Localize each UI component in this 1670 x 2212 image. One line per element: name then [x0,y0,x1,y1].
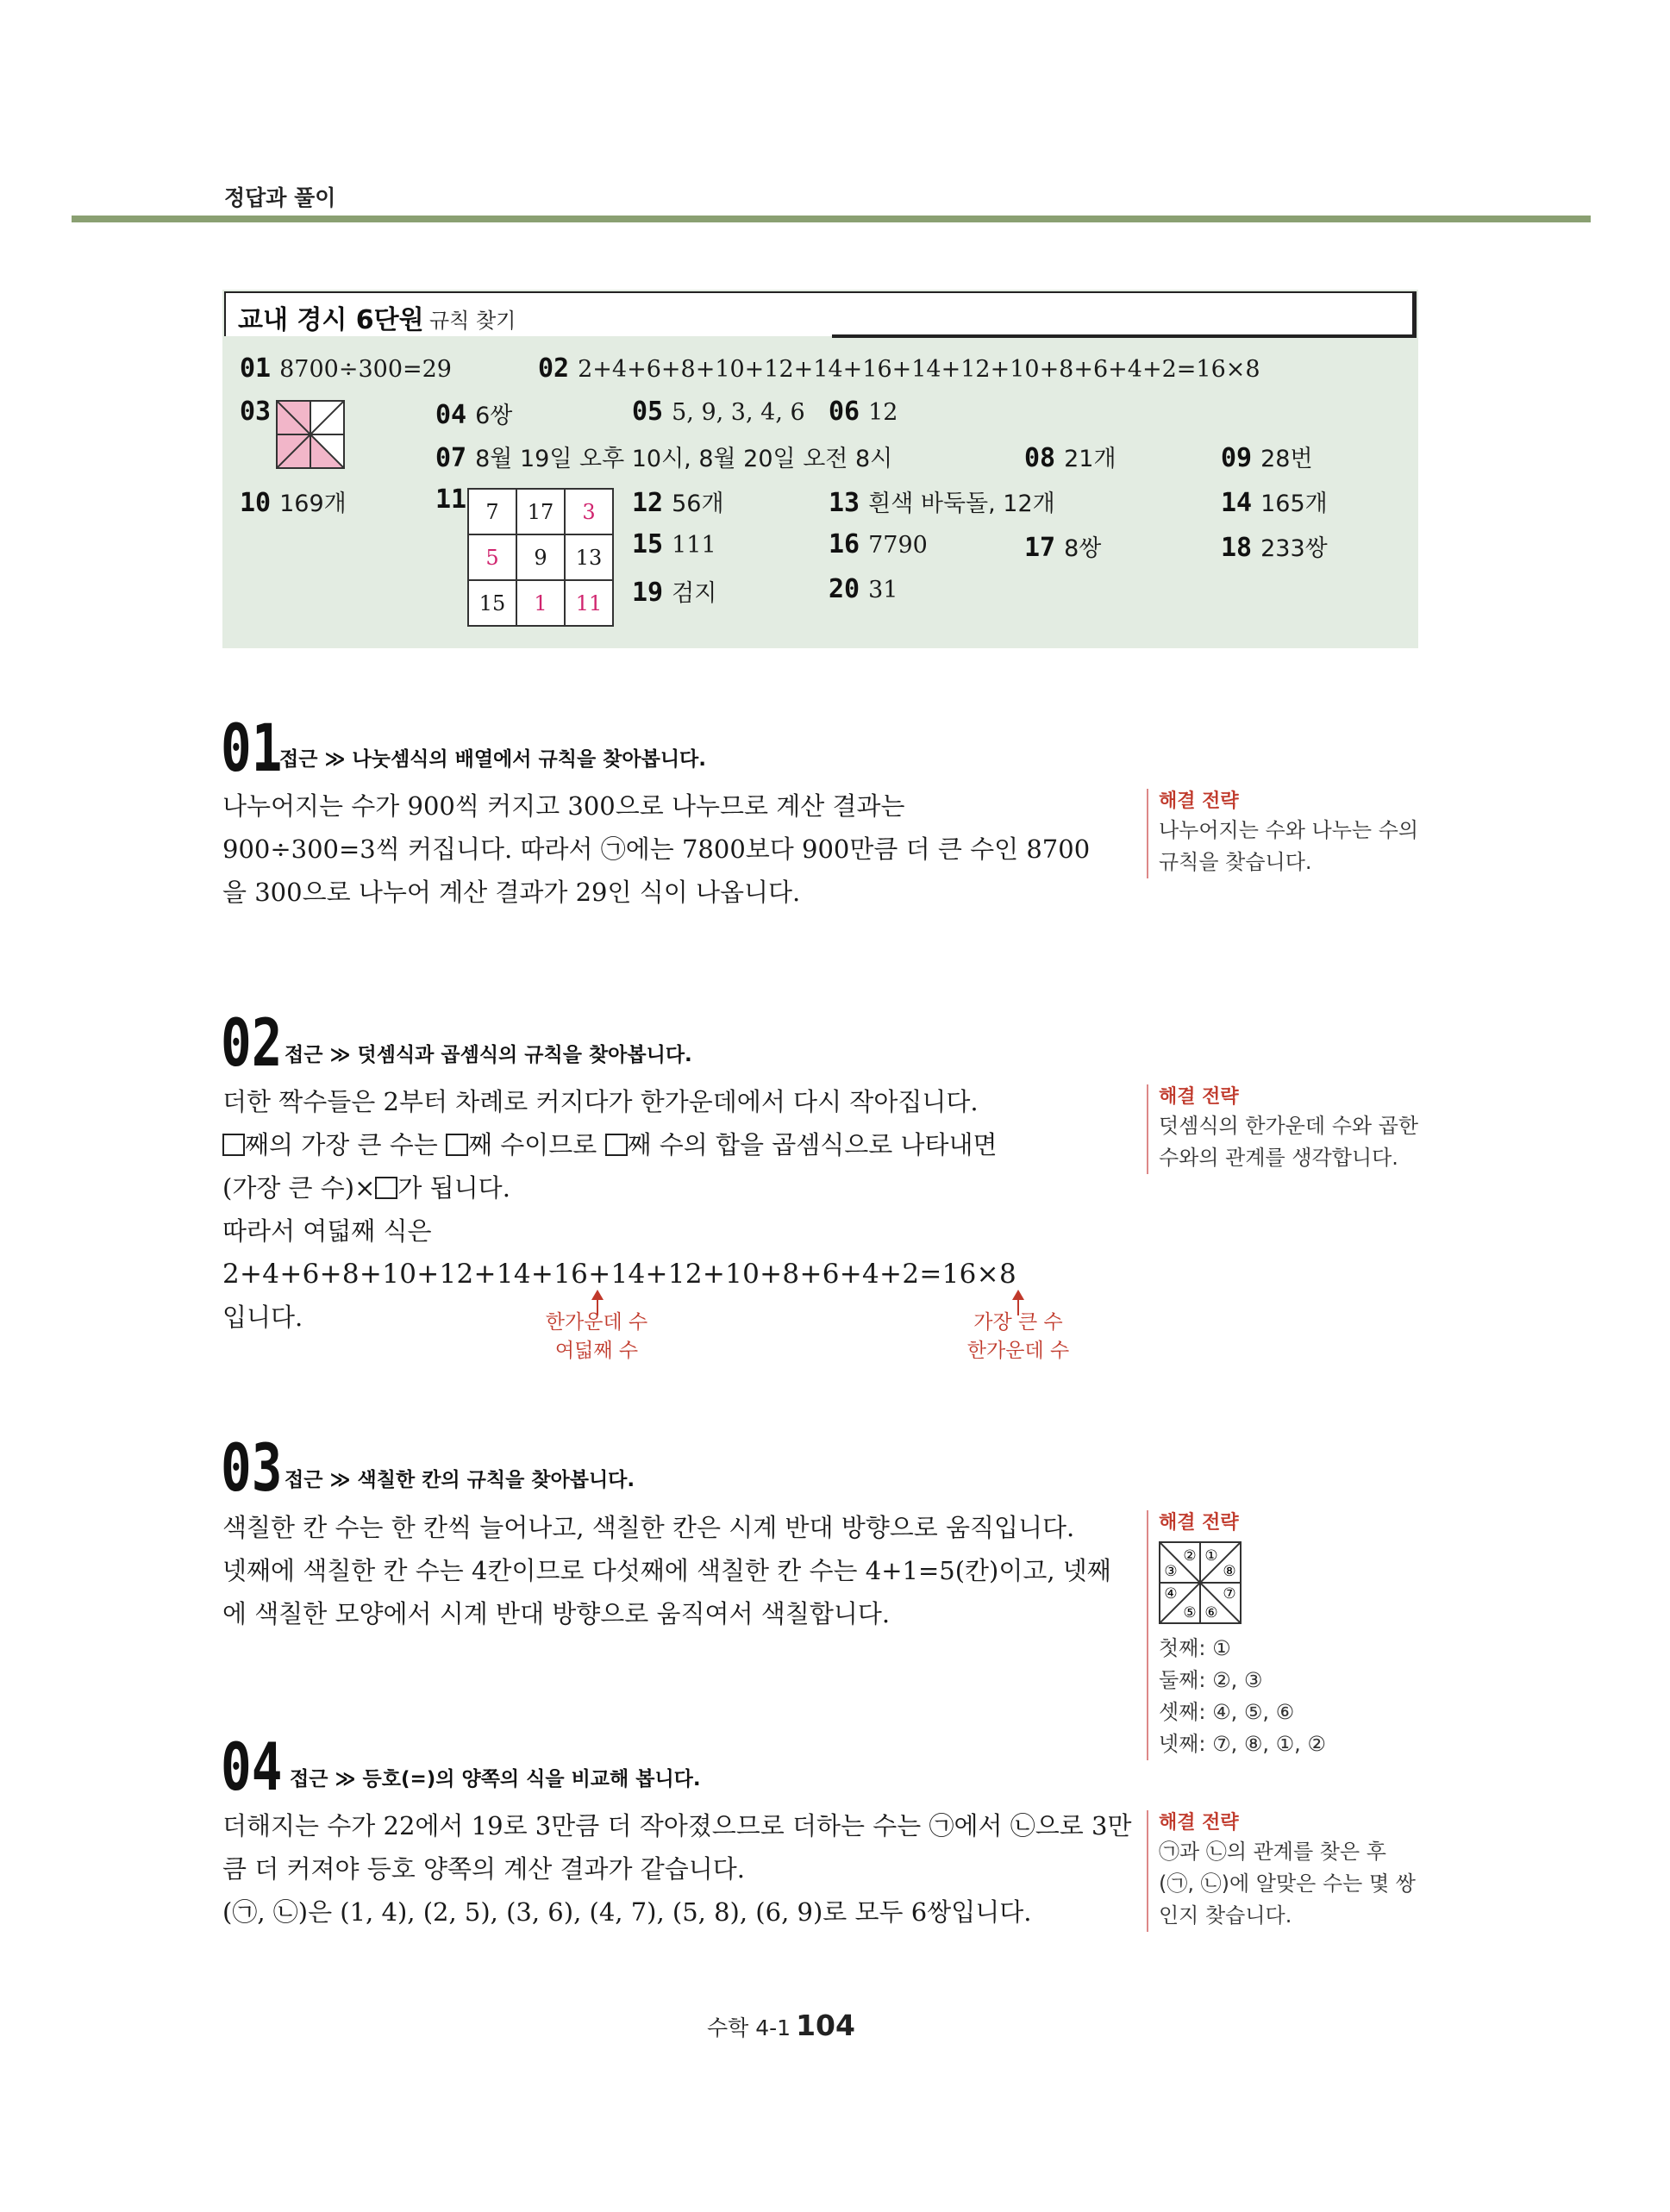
blank-box [375,1177,397,1199]
annotation-middle-number: 한가운데 수 여덟째 수 [545,1311,648,1362]
answer-08: 08 21개 [1024,443,1116,473]
strategy-line: 첫째: ① [1159,1636,1231,1660]
page-footer [707,2009,855,2042]
answer-01: 01 8700÷300=29 [240,353,452,384]
strategy-line: (㉠, ㉡)에 알맞은 수는 몇 쌍 [1159,1871,1416,1896]
body-line: 나누어지는 수가 900씩 커지고 300으로 나누므로 계산 결과는 [222,791,905,821]
page-number: 104 [796,2009,855,2042]
equation-line: 2+4+6+8+10+12+14+16+14+12+10+8+6+4+2=16×8 [222,1259,1016,1290]
answer-04: 04 6쌍 [435,400,513,430]
answer-16: 16 7790 [829,529,928,559]
section-04-heading: 접근 ≫ 등호(=)의 양쪽의 식을 비교해 봅니다. [290,1768,701,1790]
blank-box [605,1134,628,1156]
answer-07: 07 8월 19일 오후 10시, 8월 20일 오전 8시 [435,443,893,473]
blank-box [446,1134,468,1156]
body-line: 에 색칠한 모양에서 시계 반대 방향으로 움직여서 색칠합니다. [222,1599,891,1628]
answer-06: 06 12 [829,397,898,427]
strategy-title: 해결 전략 [1159,790,1239,812]
section-02-heading: 접근 ≫ 덧셈식과 곱셈식의 규칙을 찾아봅니다. [285,1044,692,1066]
grid-cell: 3 [565,489,613,534]
body-line: 큼 더 커져야 등호 양쪽의 계산 결과가 같습니다. [222,1854,746,1884]
answer-14: 14 165개 [1221,488,1328,518]
section-03-heading: 접근 ≫ 색칠한 칸의 규칙을 찾아봅니다. [285,1469,635,1491]
strategy-line: 규칙을 찾습니다. [1159,850,1312,874]
answer-11-magic-square [467,488,614,627]
answer-11: 11 [435,484,467,515]
body-line: (㉠, ㉡)은 (1, 4), (2, 5), (3, 6), (4, 7), (5, 8), (6, 9)로 모두 6쌍입니다. [222,1897,1032,1927]
strategy-line: 셋째: ④, ⑤, ⑥ [1159,1700,1295,1724]
body-line: 더한 짝수들은 2부터 차례로 커지다가 한가운데에서 다시 작아집니다. [222,1087,979,1116]
grid-cell: 17 [516,489,565,534]
section-04-strategy [1147,1810,1423,1932]
answer-13: 13 흰색 바둑돌, 12개 [829,488,1055,518]
section-04-number: 04 [221,1728,283,1805]
answer-12: 12 56개 [632,488,724,518]
answer-18: 18 233쌍 [1221,533,1328,563]
answer-09: 09 28번 [1221,443,1313,473]
section-01-strategy [1147,789,1423,878]
header-rule [72,216,1591,222]
answer-19: 19 검지 [632,578,717,608]
answer-03: 03 [240,397,272,427]
strategy-line: 나누어지는 수와 나누는 수의 [1159,818,1419,842]
octant-label: ② [1183,1547,1197,1565]
strategy-line: 넷째: ⑦, ⑧, ①, ② [1159,1732,1326,1756]
octant-label: ③ [1164,1563,1178,1580]
strategy-line: 수와의 관계를 생각합니다. [1159,1146,1398,1170]
section-03-number: 03 [221,1429,283,1506]
blank-box [222,1134,245,1156]
grid-cell: 7 [468,489,516,534]
grid-cell: 9 [516,534,565,580]
section-01-heading: 접근 ≫ 나눗셈식의 배열에서 규칙을 찾아봅니다. [279,748,706,771]
octant-label: ⑥ [1204,1604,1218,1622]
strategy-line: 인지 찾습니다. [1159,1903,1292,1928]
answer-box-subtitle: 규칙 찾기 [429,309,516,333]
grid-cell: 5 [468,534,516,580]
strategy-line: ㉠과 ㉡의 관계를 찾은 후 [1159,1840,1386,1864]
section-01-number: 01 [221,709,283,786]
octant-label: ⑧ [1223,1563,1236,1580]
answer-02: 02 2+4+6+8+10+12+14+16+14+12+10+8+6+4+2=16×8 [538,353,1260,384]
section-02-number: 02 [221,1004,283,1081]
section-03-body [222,1506,1111,1635]
section-04-body [222,1804,1132,1934]
grid-cell: 11 [565,580,613,626]
body-line: (가장 큰 수)× 가 됩니다. [222,1173,510,1203]
body-line: 입니다. [222,1303,303,1332]
header-label: 정답과 풀이 [224,185,336,210]
answer-box-title-underline [832,334,1417,338]
section-03-strategy [1147,1510,1423,1760]
body-line: 째의 가장 큰 수는 째 수이므로 째 수의 합을 곱셈식으로 나타내면 [222,1123,1016,1166]
grid-cell: 13 [565,534,613,580]
answer-box-title: 교내 경시 6단원 [238,305,424,335]
strategy-title: 해결 전략 [1159,1812,1239,1834]
answer-10: 10 169개 [240,488,347,518]
annotation-largest-number: 가장 큰 수 한가운데 수 [966,1311,1070,1362]
answer-15: 15 111 [632,529,716,559]
body-line: 색칠한 칸 수는 한 칸씩 늘어나고, 색칠한 칸은 시계 반대 방향으로 움직입니다. [222,1513,1075,1542]
strategy-title: 해결 전략 [1159,1512,1239,1534]
numbered-octant-diagram [1159,1541,1242,1624]
grid-cell: 15 [468,580,516,626]
answer-17: 17 8쌍 [1024,533,1102,563]
body-line: 따라서 여덟째 식은 [222,1216,432,1246]
octant-label: ① [1204,1547,1218,1565]
octant-label: ⑤ [1183,1604,1197,1622]
octant-label: ④ [1164,1585,1178,1603]
body-line: 더해지는 수가 22에서 19로 3만큼 더 작아졌으므로 더하는 수는 ㉠에서 ㉡으로 3만 [222,1811,1132,1840]
answer-20: 20 31 [829,574,898,604]
body-line: 900÷300=3씩 커집니다. 따라서 ㉠에는 7800보다 900만큼 더 큰 수인 8700 [222,834,1091,864]
section-02-body [222,1080,1016,1339]
body-line: 넷째에 색칠한 칸 수는 4칸이므로 다섯째에 색칠한 칸 수는 4+1=5(칸)이고, 넷째 [222,1556,1111,1585]
strategy-title: 해결 전략 [1159,1086,1239,1108]
answer-03-pattern-diagram [276,400,345,469]
section-01-body [222,784,1090,914]
strategy-line: 둘째: ②, ③ [1159,1668,1263,1692]
footer-subject: 수학 4-1 [707,2015,791,2040]
strategy-line: 덧셈식의 한가운데 수와 곱한 [1159,1114,1419,1138]
section-02-strategy [1147,1084,1423,1174]
grid-cell: 1 [516,580,565,626]
octant-label: ⑦ [1223,1585,1236,1603]
body-line: 을 300으로 나누어 계산 결과가 29인 식이 나옵니다. [222,878,801,907]
answer-05: 05 5, 9, 3, 4, 6 [632,397,805,427]
